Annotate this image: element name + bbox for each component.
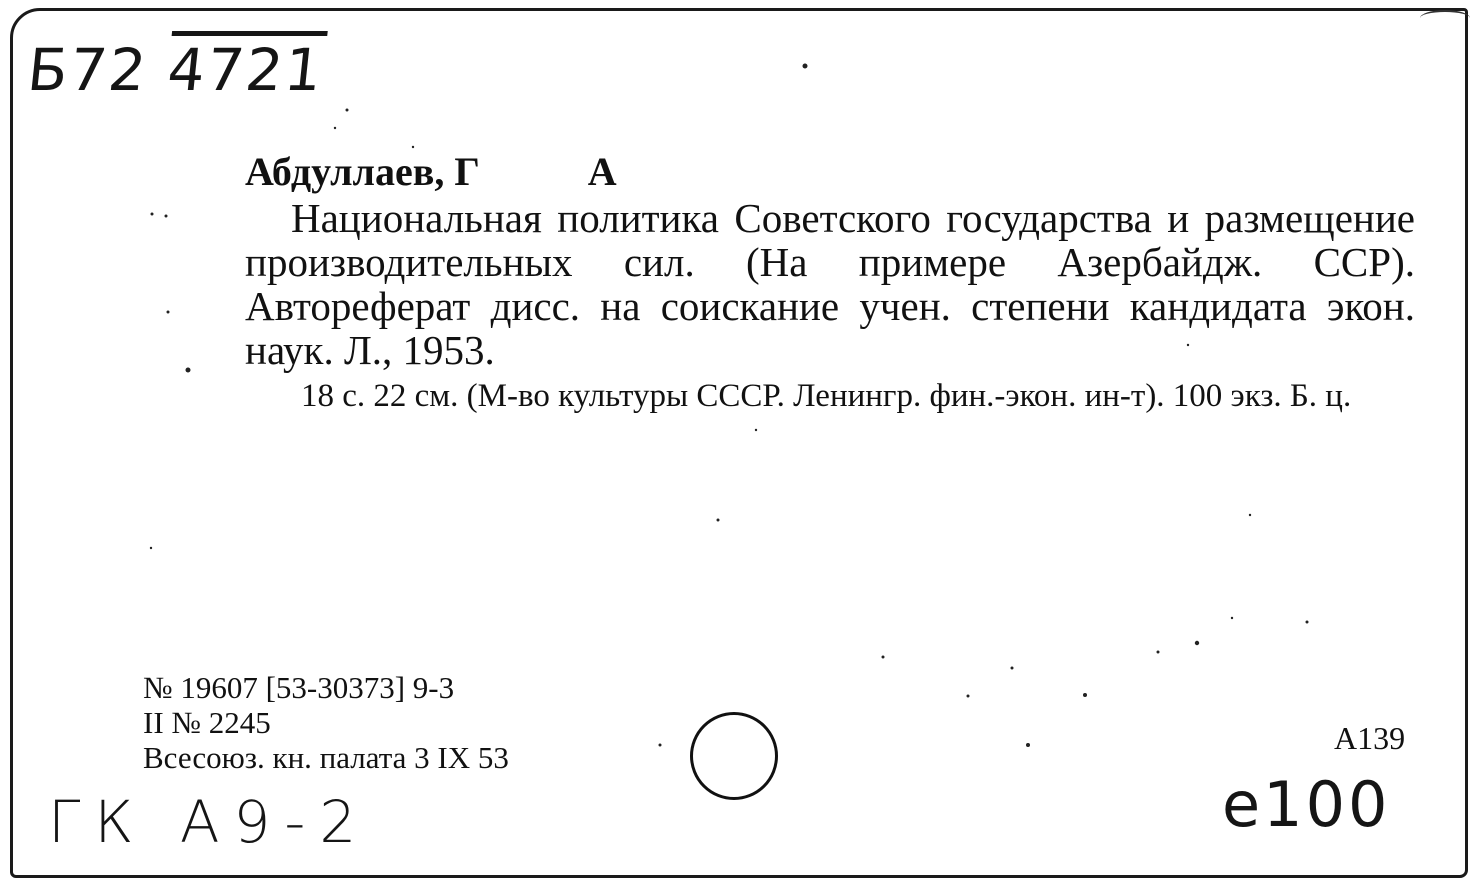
circle-stamp (690, 712, 778, 800)
physical-description: 18 с. 22 см. (М-во культуры СССР. Ленингр. фин.-экон. ин-т). 100 экз. Б. ц. (301, 378, 1352, 414)
shelf-mark-number: 4721 (164, 36, 328, 104)
bibliographic-entry (245, 150, 1415, 416)
handwritten-note-left: ГК А9-2 (48, 788, 371, 856)
handwritten-price: e100 (1222, 768, 1391, 841)
shelf-mark (24, 36, 327, 104)
imprint-second: II № 2245 (143, 705, 271, 740)
title-statement: Национальная политика Советского государства и размещение производительных сил. (На примере Азербайдж. ССР). Автореферат дисс. на соискание учен. степени кандидата экон. наук. Л., 1953. (245, 195, 1415, 373)
author-surname: Абдуллаев, Г (245, 149, 480, 194)
imprint-block (143, 670, 509, 775)
imprint-number: № 19607 [53-30373] 9-3 (143, 670, 455, 705)
imprint-chamber: Всесоюз. кн. палата 3 IX 53 (143, 740, 509, 775)
catalog-code: А139 (1334, 720, 1406, 756)
corner-fold (1420, 10, 1470, 26)
author-heading (245, 150, 1415, 194)
shelf-mark-code: Б72 (24, 36, 152, 104)
author-initial: А (587, 149, 617, 194)
